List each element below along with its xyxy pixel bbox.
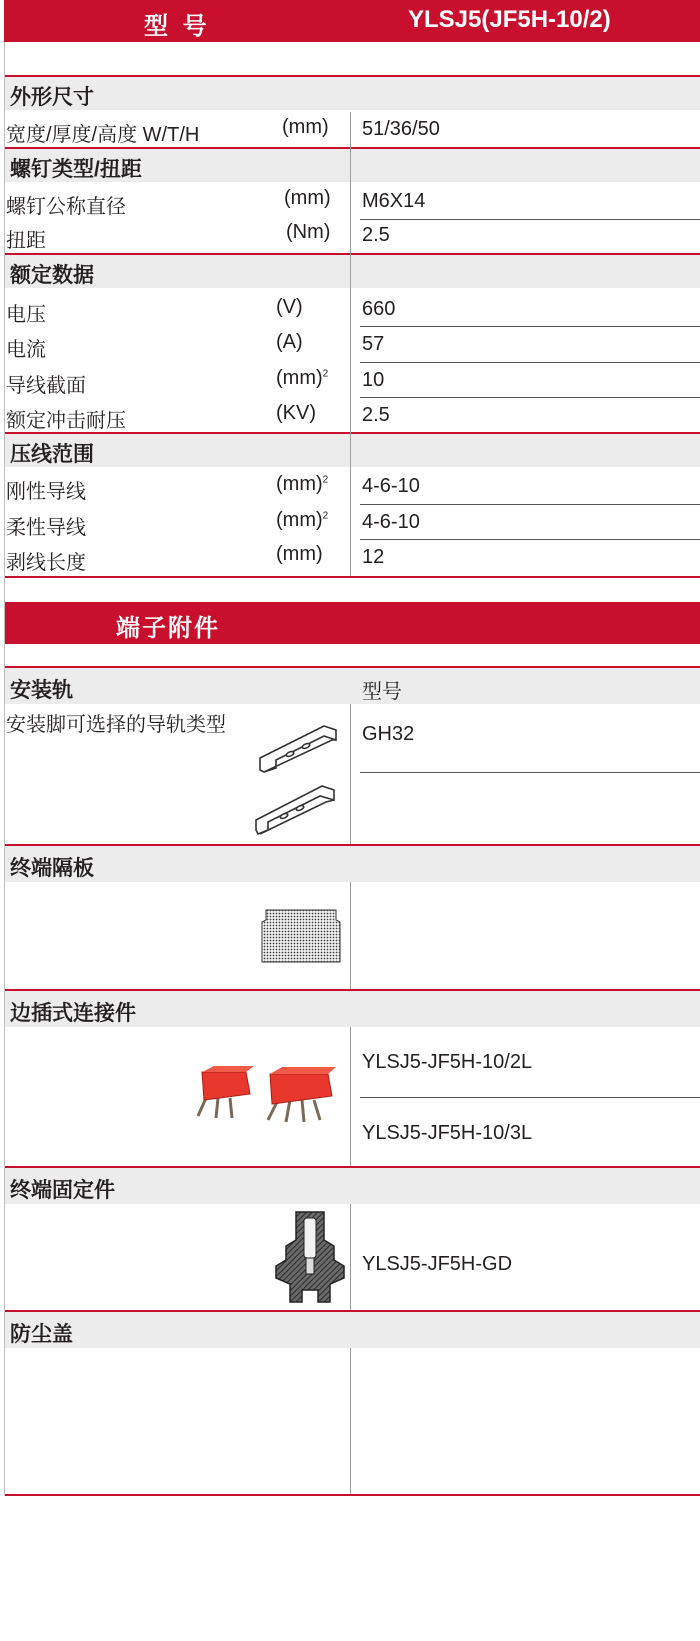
unit-text: (mm): [276, 509, 323, 531]
spec-unit: (V): [276, 296, 303, 318]
divider: [4, 576, 700, 578]
spec-label: 电流: [6, 339, 46, 361]
divider: [4, 1494, 700, 1496]
section-title: 压线范围: [10, 443, 94, 466]
section-header-rail: [4, 668, 700, 704]
spec-label: 扭距: [6, 230, 46, 252]
jumper-bridge-icon: [196, 1064, 344, 1130]
section-header-screw: [4, 149, 700, 182]
section-header-dims: [4, 77, 700, 110]
bridge-model: YLSJ5-JF5H-10/3L: [362, 1122, 533, 1144]
rail-description: 安装脚可选择的导轨类型: [6, 714, 226, 736]
rail-model: GH32: [362, 723, 415, 745]
spec-value: 12: [362, 546, 385, 568]
spec-unit: [276, 367, 328, 390]
unit-superscript: 2: [322, 474, 329, 486]
section-title: 终端固定件: [10, 1179, 115, 1202]
spec-unit: (mm): [276, 543, 323, 565]
column-divider: [350, 1204, 351, 1310]
spec-value: 10: [362, 369, 385, 391]
spec-label: 宽度/厚度/高度 W/T/H: [6, 124, 200, 146]
row-separator: [360, 772, 700, 773]
accessories-title: 端子附件: [116, 615, 220, 642]
spec-label: 电压: [6, 304, 46, 326]
section-title: 安装轨: [10, 679, 73, 702]
spec-unit: (A): [276, 331, 303, 353]
model-label: 型 号: [144, 13, 211, 40]
spec-value: 2.5: [362, 224, 390, 246]
row-separator: [360, 1097, 700, 1098]
section-title: 边插式连接件: [10, 1002, 136, 1025]
spec-unit: (KV): [276, 402, 316, 424]
bridge-model: YLSJ5-JF5H-10/2L: [362, 1051, 533, 1073]
unit-superscript: 2: [322, 368, 329, 380]
section-title: 螺钉类型/扭距: [10, 158, 142, 181]
table-border: [4, 42, 5, 1496]
row-separator: [360, 539, 700, 540]
spec-value: 2.5: [362, 404, 390, 426]
row-separator: [360, 504, 700, 505]
row-separator: [360, 326, 700, 327]
unit-text: (mm): [276, 473, 323, 495]
spec-label: 导线截面: [6, 375, 86, 397]
spec-value: 57: [362, 333, 385, 355]
spec-value: 51/36/50: [362, 118, 440, 140]
section-title: 外形尺寸: [10, 86, 94, 109]
accessories-bar: [4, 602, 700, 644]
din-rail-icon: [254, 718, 342, 836]
column-divider: [350, 704, 351, 844]
section-header-end-stop: [4, 1168, 700, 1204]
spec-value: 660: [362, 298, 396, 320]
header-bar: [4, 0, 700, 42]
end-plate-icon: [260, 906, 342, 964]
spec-value: M6X14: [362, 190, 426, 212]
section-header-cover: [4, 1312, 700, 1348]
column-divider: [350, 1027, 351, 1166]
spec-unit: [276, 509, 328, 532]
end-stop-model: YLSJ5-JF5H-GD: [362, 1253, 513, 1275]
spec-label: 螺钉公称直径: [6, 196, 126, 218]
column-divider: [350, 1348, 351, 1494]
section-header-bridge: [4, 991, 700, 1027]
spec-value: 4-6-10: [362, 475, 420, 497]
spec-unit: (mm): [284, 187, 331, 209]
row-separator: [360, 397, 700, 398]
section-title: 额定数据: [10, 264, 94, 287]
model-value: YLSJ5(JF5H-10/2): [408, 6, 611, 33]
section-title: 防尘盖: [10, 1323, 73, 1346]
spec-label: 刚性导线: [6, 481, 86, 503]
unit-text: (mm): [276, 367, 323, 389]
column-divider: [350, 882, 351, 989]
row-separator: [360, 219, 700, 220]
section-header-rated: [4, 255, 700, 288]
spec-label: 剥线长度: [6, 552, 86, 574]
spec-unit: [276, 473, 328, 496]
spec-label: 额定冲击耐压: [6, 410, 126, 432]
column-divider: [350, 112, 351, 576]
section-header-crimp: [4, 434, 700, 467]
unit-superscript: 2: [322, 510, 329, 522]
column-header: 型号: [362, 681, 402, 703]
section-header-end-plate: [4, 846, 700, 882]
spec-unit: (mm): [282, 116, 329, 138]
section-title: 终端隔板: [10, 857, 94, 880]
spec-unit: (Nm): [286, 221, 331, 243]
end-stop-icon: [274, 1210, 346, 1306]
spec-label: 柔性导线: [6, 517, 86, 539]
row-separator: [360, 362, 700, 363]
spec-value: 4-6-10: [362, 511, 420, 533]
